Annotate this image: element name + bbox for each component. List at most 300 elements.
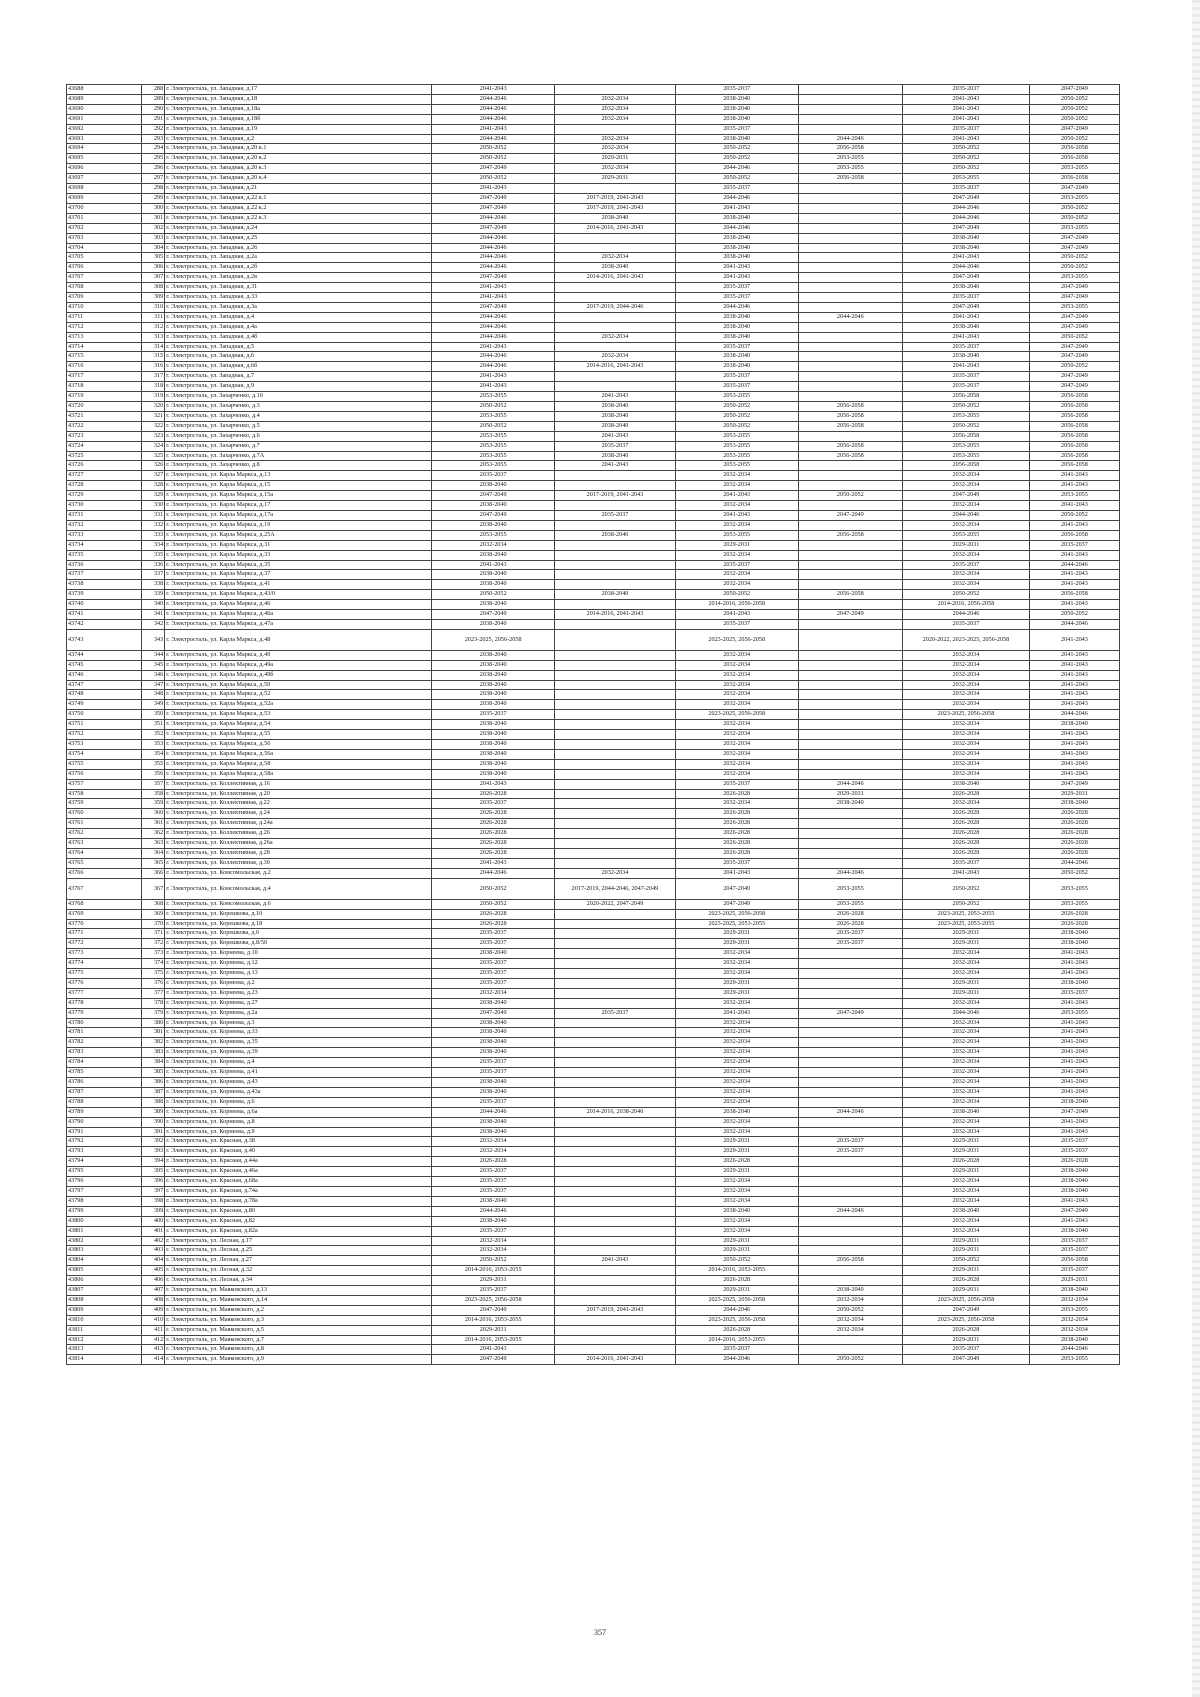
table-row xyxy=(67,969,1120,979)
row-number-cell: 342 xyxy=(141,619,165,629)
row-id-cell: 43769 xyxy=(67,909,142,919)
row-number-cell: 311 xyxy=(141,312,165,322)
period-4-cell xyxy=(798,540,902,550)
period-3-cell: 2032-2034 xyxy=(675,1216,798,1226)
period-1-cell: 2038-2040 xyxy=(432,670,555,680)
period-3-cell: 2032-2034 xyxy=(675,670,798,680)
period-5-cell: 2035-2037 xyxy=(903,124,1030,134)
table-row xyxy=(67,619,1120,629)
period-4-cell: 2047-2049 xyxy=(798,1008,902,1018)
table-row xyxy=(67,779,1120,789)
address-cell: г. Электросталь, ул. Корнеева, д.33 xyxy=(165,1028,432,1038)
period-2-cell xyxy=(555,1127,676,1137)
period-6-cell: 2056-2058 xyxy=(1029,590,1119,600)
table-row xyxy=(67,342,1120,352)
period-4-cell xyxy=(798,740,902,750)
period-1-cell: 2035-2037 xyxy=(432,1177,555,1187)
row-id-cell: 43795 xyxy=(67,1167,142,1177)
period-1-cell: 2026-2028 xyxy=(432,919,555,929)
row-id-cell: 43791 xyxy=(67,1127,142,1137)
period-5-cell: 2032-2034 xyxy=(903,1186,1030,1196)
period-2-cell: 2038-2040 xyxy=(555,402,676,412)
row-number-cell: 357 xyxy=(141,779,165,789)
address-cell: г. Электросталь, ул. Западная, д.7 xyxy=(165,372,432,382)
period-2-cell: 2020-2022, 2047-2049 xyxy=(555,899,676,909)
period-5-cell: 2050-2052 xyxy=(903,402,1030,412)
period-6-cell: 2041-2043 xyxy=(1029,1038,1119,1048)
address-cell: г. Электросталь, ул. Корнеева, д.6 xyxy=(165,1097,432,1107)
period-4-cell: 2047-2049 xyxy=(798,610,902,620)
period-2-cell xyxy=(555,799,676,809)
period-2-cell xyxy=(555,501,676,511)
period-3-cell: 2032-2034 xyxy=(675,700,798,710)
period-6-cell: 2047-2049 xyxy=(1029,1107,1119,1117)
address-cell: г. Электросталь, ул. Западная, д.31 xyxy=(165,283,432,293)
period-5-cell: 2035-2037 xyxy=(903,560,1030,570)
table-row xyxy=(67,570,1120,580)
row-id-cell: 43784 xyxy=(67,1058,142,1068)
period-1-cell: 2035-2037 xyxy=(432,1286,555,1296)
row-number-cell: 306 xyxy=(141,263,165,273)
row-id-cell: 43760 xyxy=(67,809,142,819)
address-cell: г. Электросталь, ул. Коллективная, д.26 xyxy=(165,829,432,839)
address-cell: г. Электросталь, ул. Карла Маркса, д.49б xyxy=(165,670,432,680)
period-6-cell: 2056-2058 xyxy=(1029,411,1119,421)
period-1-cell: 2038-2040 xyxy=(432,1028,555,1038)
address-cell: г. Электросталь, ул. Карла Маркса, д.15а xyxy=(165,491,432,501)
row-id-cell: 43696 xyxy=(67,164,142,174)
period-2-cell xyxy=(555,629,676,650)
period-4-cell xyxy=(798,1246,902,1256)
table-row xyxy=(67,1147,1120,1157)
row-number-cell: 390 xyxy=(141,1117,165,1127)
period-5-cell: 2023-2025, 2056-2058 xyxy=(903,1295,1030,1305)
period-5-cell: 2053-2055 xyxy=(903,174,1030,184)
period-3-cell: 2026-2028 xyxy=(675,829,798,839)
period-6-cell: 2047-2049 xyxy=(1029,322,1119,332)
period-3-cell: 2032-2034 xyxy=(675,1097,798,1107)
row-id-cell: 43756 xyxy=(67,769,142,779)
address-cell: г. Электросталь, ул. Западная, д.2а xyxy=(165,253,432,263)
period-5-cell: 2029-2031 xyxy=(903,1137,1030,1147)
period-6-cell: 2041-2043 xyxy=(1029,600,1119,610)
period-1-cell: 2050-2052 xyxy=(432,878,555,899)
table-row xyxy=(67,1048,1120,1058)
period-5-cell: 2047-2049 xyxy=(903,223,1030,233)
period-3-cell: 2026-2028 xyxy=(675,1276,798,1286)
period-2-cell xyxy=(555,283,676,293)
row-number-cell: 406 xyxy=(141,1276,165,1286)
period-1-cell: 2050-2052 xyxy=(432,174,555,184)
address-cell: г. Электросталь, ул. Лесная, д.32 xyxy=(165,1266,432,1276)
row-number-cell: 389 xyxy=(141,1107,165,1117)
period-5-cell: 2032-2034 xyxy=(903,1226,1030,1236)
period-2-cell: 2014-2016, 2038-2040 xyxy=(555,1107,676,1117)
period-4-cell: 2026-2028 xyxy=(798,909,902,919)
period-4-cell: 2044-2046 xyxy=(798,134,902,144)
period-3-cell: 2032-2034 xyxy=(675,1038,798,1048)
period-5-cell: 2032-2034 xyxy=(903,670,1030,680)
row-number-cell: 399 xyxy=(141,1206,165,1216)
period-4-cell xyxy=(798,570,902,580)
address-cell: г. Электросталь, ул. Западная, д.2в xyxy=(165,273,432,283)
table-row xyxy=(67,1206,1120,1216)
period-4-cell xyxy=(798,223,902,233)
period-6-cell: 2041-2043 xyxy=(1029,550,1119,560)
row-id-cell: 43740 xyxy=(67,600,142,610)
row-number-cell: 377 xyxy=(141,988,165,998)
period-4-cell xyxy=(798,1097,902,1107)
period-3-cell: 2032-2034 xyxy=(675,570,798,580)
period-6-cell: 2041-2043 xyxy=(1029,501,1119,511)
table-row xyxy=(67,1315,1120,1325)
row-id-cell: 43781 xyxy=(67,1028,142,1038)
row-number-cell: 358 xyxy=(141,789,165,799)
period-6-cell: 2056-2058 xyxy=(1029,431,1119,441)
table-row xyxy=(67,461,1120,471)
period-3-cell: 2032-2034 xyxy=(675,1177,798,1187)
address-cell: г. Электросталь, ул. Комсомольская, д.4 xyxy=(165,878,432,899)
period-2-cell xyxy=(555,1286,676,1296)
table-row xyxy=(67,819,1120,829)
table-row xyxy=(67,1276,1120,1286)
period-5-cell: 2032-2034 xyxy=(903,700,1030,710)
row-id-cell: 43721 xyxy=(67,411,142,421)
period-5-cell: 2032-2034 xyxy=(903,1177,1030,1187)
period-4-cell xyxy=(798,1068,902,1078)
row-id-cell: 43728 xyxy=(67,481,142,491)
period-2-cell: 2032-2034 xyxy=(555,332,676,342)
table-row xyxy=(67,174,1120,184)
row-number-cell: 404 xyxy=(141,1256,165,1266)
period-6-cell: 2050-2052 xyxy=(1029,104,1119,114)
period-6-cell: 2041-2043 xyxy=(1029,1216,1119,1226)
row-number-cell: 336 xyxy=(141,560,165,570)
period-2-cell xyxy=(555,670,676,680)
table-row xyxy=(67,85,1120,95)
period-1-cell: 2044-2046 xyxy=(432,104,555,114)
row-number-cell: 374 xyxy=(141,959,165,969)
address-cell: г. Электросталь, ул. Западная, д.5 xyxy=(165,342,432,352)
row-id-cell: 43802 xyxy=(67,1236,142,1246)
period-5-cell: 2029-2031 xyxy=(903,1266,1030,1276)
period-4-cell: 2050-2052 xyxy=(798,1305,902,1315)
period-4-cell xyxy=(798,184,902,194)
period-5-cell: 2047-2049 xyxy=(903,1305,1030,1315)
period-3-cell: 2035-2037 xyxy=(675,382,798,392)
address-cell: г. Электросталь, ул. Красная, д.82 xyxy=(165,1216,432,1226)
row-number-cell: 414 xyxy=(141,1355,165,1365)
period-5-cell: 2023-2025, 2056-2058 xyxy=(903,710,1030,720)
period-3-cell: 2032-2034 xyxy=(675,749,798,759)
row-number-cell: 319 xyxy=(141,392,165,402)
period-4-cell xyxy=(798,680,902,690)
period-1-cell: 2026-2028 xyxy=(432,909,555,919)
period-6-cell: 2035-2037 xyxy=(1029,1266,1119,1276)
row-number-cell: 297 xyxy=(141,174,165,184)
table-row xyxy=(67,253,1120,263)
period-2-cell xyxy=(555,1157,676,1167)
period-6-cell: 2041-2043 xyxy=(1029,650,1119,660)
period-1-cell: 2014-2016, 2053-2055 xyxy=(432,1335,555,1345)
period-1-cell: 2053-2055 xyxy=(432,411,555,421)
address-cell: г. Электросталь, ул. Западная, д.4 xyxy=(165,312,432,322)
period-2-cell: 2032-2034 xyxy=(555,868,676,878)
table-row xyxy=(67,1355,1120,1365)
period-5-cell: 2032-2034 xyxy=(903,1028,1030,1038)
table-row xyxy=(67,1028,1120,1038)
address-cell: г. Электросталь, ул. Западная, д.6 xyxy=(165,352,432,362)
period-5-cell: 2032-2034 xyxy=(903,1048,1030,1058)
period-5-cell: 2041-2043 xyxy=(903,362,1030,372)
period-2-cell xyxy=(555,1266,676,1276)
period-2-cell xyxy=(555,471,676,481)
period-6-cell: 2053-2055 xyxy=(1029,899,1119,909)
period-5-cell: 2038-2040 xyxy=(903,233,1030,243)
row-id-cell: 43788 xyxy=(67,1097,142,1107)
period-1-cell: 2035-2037 xyxy=(432,1097,555,1107)
address-cell: г. Электросталь, ул. Карла Маркса, д.49а xyxy=(165,660,432,670)
row-id-cell: 43777 xyxy=(67,988,142,998)
period-2-cell xyxy=(555,1345,676,1355)
row-id-cell: 43780 xyxy=(67,1018,142,1028)
period-6-cell: 2041-2043 xyxy=(1029,1196,1119,1206)
period-3-cell: 2032-2034 xyxy=(675,799,798,809)
period-4-cell xyxy=(798,382,902,392)
row-id-cell: 43710 xyxy=(67,302,142,312)
period-1-cell: 2047-2049 xyxy=(432,491,555,501)
period-1-cell: 2038-2040 xyxy=(432,769,555,779)
address-cell: г. Электросталь, ул. Корешкова, д.18 xyxy=(165,919,432,929)
period-6-cell: 2056-2058 xyxy=(1029,1256,1119,1266)
row-number-cell: 387 xyxy=(141,1087,165,1097)
period-4-cell xyxy=(798,988,902,998)
period-1-cell: 2035-2037 xyxy=(432,1186,555,1196)
period-2-cell xyxy=(555,740,676,750)
period-5-cell: 2032-2034 xyxy=(903,769,1030,779)
row-id-cell: 43693 xyxy=(67,134,142,144)
period-2-cell xyxy=(555,1186,676,1196)
period-3-cell: 2053-2055 xyxy=(675,530,798,540)
period-3-cell: 2041-2043 xyxy=(675,868,798,878)
period-3-cell: 2038-2040 xyxy=(675,352,798,362)
table-row xyxy=(67,769,1120,779)
address-cell: г. Электросталь, ул. Корнеева, д.6а xyxy=(165,1107,432,1117)
period-6-cell: 2041-2043 xyxy=(1029,471,1119,481)
row-number-cell: 341 xyxy=(141,610,165,620)
period-6-cell: 2053-2055 xyxy=(1029,302,1119,312)
period-6-cell: 2047-2049 xyxy=(1029,372,1119,382)
table-row xyxy=(67,1038,1120,1048)
period-5-cell: 2050-2052 xyxy=(903,144,1030,154)
address-cell: г. Электросталь, ул. Карла Маркса, д.41 xyxy=(165,580,432,590)
period-2-cell xyxy=(555,1276,676,1286)
table-row xyxy=(67,134,1120,144)
period-5-cell: 2026-2028 xyxy=(903,819,1030,829)
row-number-cell: 298 xyxy=(141,184,165,194)
period-6-cell: 2053-2055 xyxy=(1029,193,1119,203)
period-4-cell xyxy=(798,243,902,253)
period-4-cell: 2026-2028 xyxy=(798,919,902,929)
table-row xyxy=(67,550,1120,560)
period-1-cell: 2038-2040 xyxy=(432,949,555,959)
period-1-cell: 2053-2055 xyxy=(432,392,555,402)
period-5-cell: 2035-2037 xyxy=(903,619,1030,629)
row-id-cell: 43772 xyxy=(67,939,142,949)
period-4-cell xyxy=(798,690,902,700)
row-id-cell: 43729 xyxy=(67,491,142,501)
table-row xyxy=(67,1137,1120,1147)
period-3-cell: 2032-2034 xyxy=(675,1117,798,1127)
period-4-cell xyxy=(798,520,902,530)
period-6-cell: 2035-2037 xyxy=(1029,1246,1119,1256)
period-3-cell: 2050-2052 xyxy=(675,402,798,412)
row-id-cell: 43768 xyxy=(67,899,142,909)
period-4-cell xyxy=(798,1038,902,1048)
period-6-cell: 2026-2028 xyxy=(1029,809,1119,819)
period-4-cell xyxy=(798,1216,902,1226)
address-cell: г. Электросталь, ул. Карла Маркса, д.43/0 xyxy=(165,590,432,600)
row-number-cell: 293 xyxy=(141,134,165,144)
row-number-cell: 289 xyxy=(141,94,165,104)
address-cell: г. Электросталь, ул. Корнеева, д.35 xyxy=(165,1038,432,1048)
row-id-cell: 43741 xyxy=(67,610,142,620)
period-2-cell xyxy=(555,759,676,769)
address-cell: г. Электросталь, ул. Карла Маркса, д.49 xyxy=(165,650,432,660)
period-6-cell: 2038-2040 xyxy=(1029,1167,1119,1177)
row-number-cell: 365 xyxy=(141,858,165,868)
period-4-cell xyxy=(798,769,902,779)
period-5-cell: 2032-2034 xyxy=(903,1018,1030,1028)
period-1-cell: 2044-2046 xyxy=(432,868,555,878)
period-1-cell: 2047-2049 xyxy=(432,1008,555,1018)
row-number-cell: 332 xyxy=(141,520,165,530)
period-3-cell: 2050-2052 xyxy=(675,421,798,431)
address-cell: г. Электросталь, ул. Захарченко, д.5 xyxy=(165,421,432,431)
period-6-cell: 2026-2028 xyxy=(1029,819,1119,829)
period-5-cell: 2032-2034 xyxy=(903,1117,1030,1127)
period-6-cell: 2041-2043 xyxy=(1029,1087,1119,1097)
period-4-cell xyxy=(798,352,902,362)
period-4-cell xyxy=(798,1028,902,1038)
period-2-cell xyxy=(555,819,676,829)
period-3-cell: 2026-2028 xyxy=(675,1325,798,1335)
period-5-cell: 2035-2037 xyxy=(903,293,1030,303)
address-cell: г. Электросталь, ул. Карла Маркса, д.33 xyxy=(165,550,432,560)
address-cell: г. Электросталь, ул. Корнеева, д.10 xyxy=(165,949,432,959)
row-id-cell: 43744 xyxy=(67,650,142,660)
table-row xyxy=(67,1078,1120,1088)
period-2-cell xyxy=(555,293,676,303)
period-1-cell: 2044-2046 xyxy=(432,243,555,253)
period-5-cell: 2032-2034 xyxy=(903,1097,1030,1107)
row-number-cell: 330 xyxy=(141,501,165,511)
row-number-cell: 376 xyxy=(141,978,165,988)
period-2-cell: 2017-2019, 2041-2043 xyxy=(555,203,676,213)
period-6-cell: 2047-2049 xyxy=(1029,184,1119,194)
row-id-cell: 43798 xyxy=(67,1196,142,1206)
period-1-cell: 2032-2034 xyxy=(432,1137,555,1147)
period-2-cell: 2041-2043 xyxy=(555,461,676,471)
row-number-cell: 320 xyxy=(141,402,165,412)
row-id-cell: 43764 xyxy=(67,848,142,858)
period-3-cell: 2035-2037 xyxy=(675,85,798,95)
row-number-cell: 324 xyxy=(141,441,165,451)
row-number-cell: 354 xyxy=(141,749,165,759)
period-5-cell: 2032-2034 xyxy=(903,471,1030,481)
row-number-cell: 343 xyxy=(141,629,165,650)
row-number-cell: 329 xyxy=(141,491,165,501)
address-cell: г. Электросталь, ул. Корнеева, д.9 xyxy=(165,1127,432,1137)
address-cell: г. Электросталь, ул. Западная, д.33 xyxy=(165,293,432,303)
row-id-cell: 43690 xyxy=(67,104,142,114)
table-row xyxy=(67,144,1120,154)
table-row xyxy=(67,501,1120,511)
period-1-cell: 2029-2031 xyxy=(432,1276,555,1286)
period-4-cell: 2056-2058 xyxy=(798,441,902,451)
period-1-cell: 2041-2043 xyxy=(432,858,555,868)
period-2-cell: 2032-2034 xyxy=(555,144,676,154)
period-5-cell: 2056-2058 xyxy=(903,431,1030,441)
period-5-cell: 2044-2046 xyxy=(903,510,1030,520)
table-row xyxy=(67,680,1120,690)
period-1-cell: 2026-2028 xyxy=(432,839,555,849)
table-row xyxy=(67,868,1120,878)
period-6-cell: 2038-2040 xyxy=(1029,929,1119,939)
table-row xyxy=(67,540,1120,550)
period-1-cell: 2038-2040 xyxy=(432,730,555,740)
period-6-cell: 2041-2043 xyxy=(1029,740,1119,750)
period-3-cell: 2032-2034 xyxy=(675,481,798,491)
period-3-cell: 2032-2034 xyxy=(675,550,798,560)
row-number-cell: 364 xyxy=(141,848,165,858)
row-id-cell: 43724 xyxy=(67,441,142,451)
period-6-cell: 2053-2055 xyxy=(1029,1355,1119,1365)
table-row xyxy=(67,104,1120,114)
row-id-cell: 43745 xyxy=(67,660,142,670)
row-id-cell: 43782 xyxy=(67,1038,142,1048)
period-3-cell: 2038-2040 xyxy=(675,114,798,124)
table-row xyxy=(67,988,1120,998)
period-2-cell: 2017-2019, 2044-2046 xyxy=(555,302,676,312)
row-id-cell: 43723 xyxy=(67,431,142,441)
period-3-cell: 2047-2049 xyxy=(675,878,798,899)
period-4-cell xyxy=(798,193,902,203)
period-6-cell: 2056-2058 xyxy=(1029,174,1119,184)
period-2-cell: 2017-2019, 2041-2043 xyxy=(555,491,676,501)
period-6-cell: 2041-2043 xyxy=(1029,481,1119,491)
period-3-cell: 2035-2037 xyxy=(675,124,798,134)
period-4-cell xyxy=(798,253,902,263)
period-1-cell: 2044-2046 xyxy=(432,312,555,322)
period-1-cell: 2029-2031 xyxy=(432,1325,555,1335)
row-number-cell: 292 xyxy=(141,124,165,134)
period-4-cell xyxy=(798,550,902,560)
period-5-cell: 2032-2034 xyxy=(903,949,1030,959)
period-2-cell xyxy=(555,550,676,560)
period-1-cell: 2038-2040 xyxy=(432,650,555,660)
period-4-cell xyxy=(798,978,902,988)
row-number-cell: 327 xyxy=(141,471,165,481)
period-5-cell: 2032-2034 xyxy=(903,759,1030,769)
period-1-cell: 2038-2040 xyxy=(432,660,555,670)
table-row xyxy=(67,660,1120,670)
period-2-cell: 2038-2040 xyxy=(555,411,676,421)
period-1-cell: 2026-2028 xyxy=(432,848,555,858)
address-cell: г. Электросталь, ул. Маяковского, д.9 xyxy=(165,1355,432,1365)
period-6-cell: 2029-2031 xyxy=(1029,789,1119,799)
period-2-cell xyxy=(555,1216,676,1226)
